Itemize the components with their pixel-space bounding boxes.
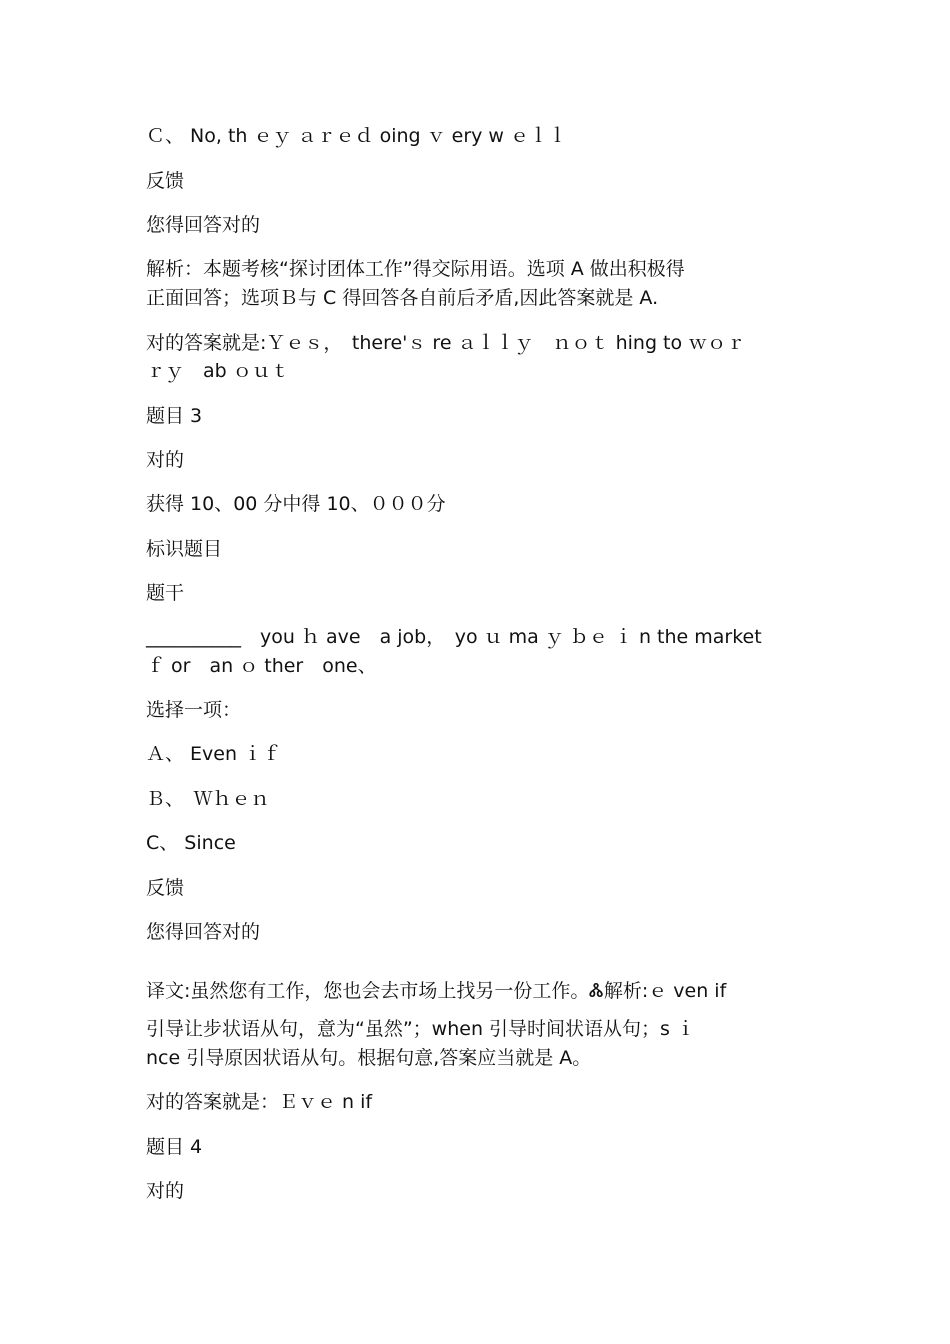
- q3-flag-question[interactable]: 标识题目: [146, 538, 223, 560]
- q2-analysis-line-1: 解析：本题考核“探讨团体工作”得交际用语。选项 A 做出积极得: [146, 258, 685, 280]
- q3-choose-prompt: 选择一项：: [146, 699, 242, 721]
- q3-option-b[interactable]: Ｂ、 Ｗｈｅｎ: [146, 788, 270, 810]
- q3-translation-line-1: 译文:虽然您有工作，您也会去市场上找另一份工作。Ꮬ解析:ｅ ven if: [146, 980, 727, 1002]
- q2-feedback-heading: 反馈: [146, 170, 185, 192]
- q3-status: 对的: [146, 449, 185, 471]
- q2-correct-answer-line-1: 对的答案就是:Ｙｅｓ， there'ｓ re ａｌｌｙ ｎｏｔ hing to ｗｏｒ: [146, 332, 746, 354]
- q3-stem-line-1: __________ you ｈ ave a job， yo ｕ ma ｙ ｂｅ ｉ n the market: [146, 626, 762, 648]
- q3-title: 题目 3: [146, 405, 203, 427]
- q3-translation-line-2: 引导让步状语从句，意为“虽然”；when 引导时间状语从句；s ｉ: [146, 1018, 695, 1040]
- q3-translation-line-3: nce 引导原因状语从句。根据句意,答案应当就是 A。: [146, 1047, 592, 1069]
- q3-stem-heading: 题干: [146, 582, 185, 604]
- q3-feedback-result: 您得回答对的: [146, 921, 261, 943]
- q3-option-c[interactable]: C、 Since: [146, 832, 236, 854]
- q3-option-a[interactable]: Ａ、 Even ｉｆ: [146, 743, 282, 765]
- q2-feedback-result: 您得回答对的: [146, 214, 261, 236]
- q3-feedback-heading: 反馈: [146, 877, 185, 899]
- q3-stem-line-2: ｆ or an ｏ ther one、: [146, 655, 377, 677]
- q4-title: 题目 4: [146, 1136, 203, 1158]
- q2-option-c: Ｃ、 No, th ｅｙ ａｒｅｄ oing ｖ ery w ｅｌｌ: [146, 125, 568, 147]
- q3-score: 获得 10、00 分中得 10、０００分: [146, 493, 446, 515]
- q4-status: 对的: [146, 1180, 185, 1202]
- q2-correct-answer-line-2: ｒｙ ab ｏｕｔ: [146, 360, 290, 382]
- q2-analysis-line-2: 正面回答；选项Ｂ与 C 得回答各自前后矛盾,因此答案就是 A.: [146, 287, 659, 309]
- q3-correct-answer: 对的答案就是：Ｅｖｅ n if: [146, 1091, 373, 1113]
